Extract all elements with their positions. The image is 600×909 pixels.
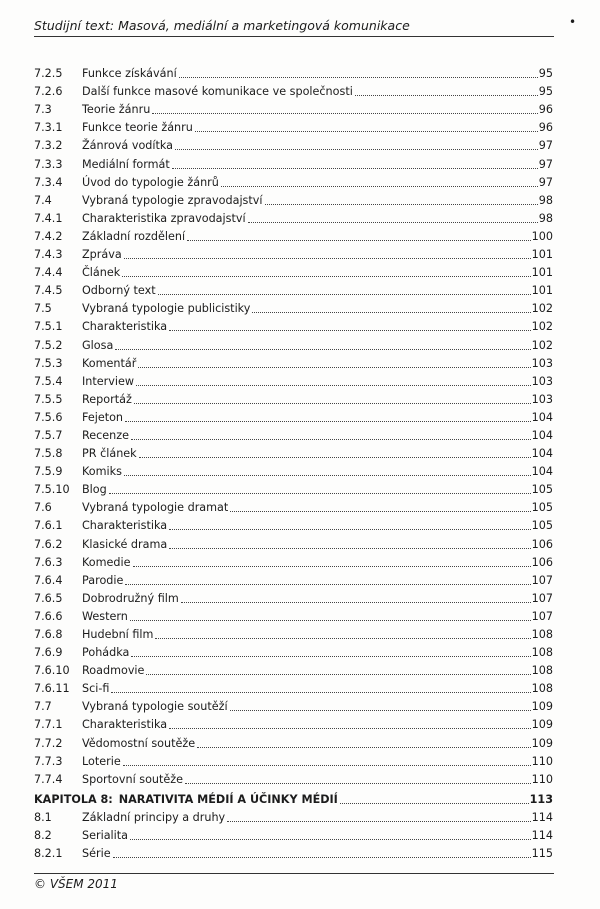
toc-section-number: 7.5.2 <box>34 338 63 352</box>
toc-dot-leader <box>134 403 531 404</box>
toc-dot-leader <box>130 620 531 621</box>
toc-section-title: Vybraná typologie soutěží <box>82 700 228 714</box>
toc-page-number: 109 <box>531 700 553 714</box>
toc-section-number: 7.5.6 <box>34 410 63 424</box>
toc-dot-leader <box>340 803 529 804</box>
toc-dot-leader <box>265 204 538 205</box>
toc-dot-leader <box>122 276 530 277</box>
toc-dot-leader <box>248 222 538 223</box>
toc-dot-leader <box>152 113 537 114</box>
toc-dot-leader <box>355 95 538 96</box>
toc-dot-leader <box>133 566 531 567</box>
toc-section-number: 7.6.2 <box>34 537 63 551</box>
toc-section-title: Odborný text <box>82 284 156 298</box>
toc-page-number: 102 <box>531 338 553 352</box>
footer-copyright: © VŠEM 2011 <box>34 877 118 891</box>
toc-row <box>34 117 553 135</box>
toc-page-number: 104 <box>531 465 553 479</box>
toc-row <box>34 751 553 769</box>
toc-page-number: 105 <box>531 519 553 533</box>
toc-dot-leader <box>172 168 538 169</box>
toc-page-number: 95 <box>538 85 553 99</box>
toc-page-number: 108 <box>531 682 553 696</box>
toc-section-title: Úvod do typologie žánrů <box>82 175 219 189</box>
toc-section-number: 7.5.10 <box>34 483 70 497</box>
toc-page-number: 102 <box>531 320 553 334</box>
toc-row <box>34 570 553 588</box>
toc-section-number: 7.6.8 <box>34 628 63 641</box>
toc-section-number: 7.5.1 <box>34 320 63 334</box>
toc-section-number: 7.7.2 <box>34 736 63 750</box>
toc-dot-leader <box>227 821 530 822</box>
toc-dot-leader <box>169 529 531 530</box>
toc-row <box>34 280 553 298</box>
toc-section-title: Sci-fi <box>82 682 110 696</box>
toc-section-number: 7.3 <box>34 103 52 117</box>
toc-section-title: Serialita <box>82 828 129 842</box>
toc-section-number: 7.4.3 <box>34 248 63 262</box>
toc-page-number: 114 <box>531 810 553 824</box>
toc-page-number: 115 <box>531 847 553 861</box>
header-dot-mark: • <box>569 15 577 29</box>
toc-row <box>34 371 553 389</box>
toc-row <box>34 353 553 371</box>
toc-row <box>34 298 553 316</box>
toc-section-title: PR článek <box>82 447 137 461</box>
toc-page-number: 103 <box>531 392 553 406</box>
toc-page-number: 106 <box>531 537 553 551</box>
toc-section-title: Sportovní soutěže <box>82 772 184 786</box>
toc-section-number: 7.6.9 <box>34 646 63 660</box>
toc-page-number: 96 <box>538 121 553 135</box>
toc-section-title: Další funkce masové komunikace ve společnosti <box>82 85 353 99</box>
toc-row <box>34 588 553 606</box>
toc-section-title: Glosa <box>82 338 114 352</box>
toc-section-title: Vybraná typologie publicistiky <box>82 302 251 316</box>
toc-section-title: Fejeton <box>82 410 124 424</box>
toc-page-number: 104 <box>531 447 553 461</box>
toc-section-title: Blog <box>82 483 107 497</box>
toc-section-number: 7.3.1 <box>34 121 63 135</box>
toc-dot-leader <box>175 149 538 150</box>
toc-section-title: Charakteristika <box>82 320 168 334</box>
toc-dot-leader <box>169 548 530 549</box>
toc-page-number: 108 <box>531 664 553 678</box>
toc-section-number: 7.3.4 <box>34 175 63 189</box>
toc-section-title: Loterie <box>82 754 121 768</box>
toc-dot-leader <box>115 349 530 350</box>
toc-page-number: 109 <box>531 718 553 732</box>
toc-section-title: Funkce získávání <box>82 67 177 81</box>
toc-dot-leader <box>158 294 531 295</box>
toc-section-title: Vybraná typologie zpravodajství <box>82 193 263 207</box>
toc-row <box>34 678 553 696</box>
toc-row <box>34 732 553 750</box>
toc-section-title: Článek <box>82 266 121 280</box>
toc-section-title: Charakteristika <box>82 718 168 732</box>
toc-row <box>34 172 553 190</box>
toc-dot-leader <box>111 692 530 693</box>
toc-section-title: Vědomostní soutěže <box>82 736 196 750</box>
toc-section-number: 7.3.3 <box>34 157 63 171</box>
toc-row <box>34 807 553 825</box>
toc-dot-leader <box>125 584 530 585</box>
footer-rule <box>34 873 554 874</box>
toc-section-number: KAPITOLA 8: <box>34 792 113 806</box>
toc-section-title: Interview <box>82 374 135 388</box>
toc-section-number: 7.6.4 <box>34 573 63 587</box>
toc-row <box>34 533 553 551</box>
toc-section-title: Klasické drama <box>82 537 168 551</box>
toc-dot-leader <box>169 728 531 729</box>
toc-row <box>34 99 553 117</box>
toc-section-number: 7.5.4 <box>34 374 63 388</box>
toc-page-number: 104 <box>531 428 553 442</box>
toc-row <box>34 515 553 533</box>
toc-row <box>34 262 553 280</box>
toc-page-number: 106 <box>531 555 553 569</box>
toc-section-number: 8.2.1 <box>34 847 63 861</box>
toc-page-number: 107 <box>531 609 553 623</box>
toc-section-title: Western <box>82 609 128 623</box>
toc-dot-leader <box>124 475 531 476</box>
toc-row <box>34 479 553 497</box>
toc-row <box>34 843 553 861</box>
toc-dot-leader <box>113 857 531 858</box>
toc-row <box>34 153 553 171</box>
toc-section-number: 7.6 <box>34 501 52 515</box>
toc-page-number: 98 <box>538 193 553 207</box>
toc-section-number: 8.1 <box>34 810 52 824</box>
toc-page-number: 96 <box>538 103 553 117</box>
toc-dot-leader <box>131 439 531 440</box>
toc-chapter-row <box>34 787 553 807</box>
toc-section-number: 7.4.2 <box>34 229 63 243</box>
toc-section-title: Základní principy a druhy <box>82 810 226 824</box>
toc-section-number: 7.6.3 <box>34 555 63 569</box>
toc-page-number: 103 <box>531 374 553 388</box>
toc-dot-leader <box>230 511 530 512</box>
toc-section-title: Žánrová vodítka <box>82 139 174 153</box>
toc-section-title: Reportáž <box>82 392 132 406</box>
toc-row <box>34 461 553 479</box>
toc-section-number: 7.4.5 <box>34 284 63 298</box>
toc-section-title: Komentář <box>82 356 137 370</box>
toc-dot-leader <box>130 839 531 840</box>
toc-section-number: 7.4.1 <box>34 211 63 225</box>
toc-section-title: Komiks <box>82 465 122 479</box>
toc-dot-leader <box>195 131 538 132</box>
toc-section-number: 7.7 <box>34 700 52 714</box>
toc-row <box>34 497 553 515</box>
toc-dot-leader <box>169 330 531 331</box>
toc-section-number: 7.6.6 <box>34 609 63 623</box>
toc-section-title: Série <box>82 847 111 861</box>
toc-page-number: 107 <box>531 591 553 605</box>
toc-section-number: 7.5.5 <box>34 392 63 406</box>
toc-dot-leader <box>187 240 531 241</box>
toc-row <box>34 825 553 843</box>
toc-page-number: 98 <box>538 211 553 225</box>
toc-section-title: Mediální formát <box>82 157 170 171</box>
toc-section-number: 7.5 <box>34 302 52 316</box>
toc-page-number: 101 <box>531 284 553 298</box>
toc-page-number: 101 <box>531 266 553 280</box>
toc-dot-leader <box>155 638 530 639</box>
toc-section-number: 7.5.8 <box>34 447 63 461</box>
toc-page-number: 108 <box>531 628 553 641</box>
toc-row <box>34 334 553 352</box>
toc-dot-leader <box>221 186 538 187</box>
toc-page-number: 105 <box>531 501 553 515</box>
toc-page-number: 108 <box>531 646 553 660</box>
toc-section-title: Roadmovie <box>82 664 145 678</box>
toc-page-number: 104 <box>531 410 553 424</box>
toc-section-title: Vybraná typologie dramat <box>82 501 229 515</box>
toc-section-number: 7.7.3 <box>34 754 63 768</box>
toc-section-number: 7.4 <box>34 193 52 207</box>
toc-row <box>34 244 553 262</box>
toc-section-title: Pohádka <box>82 646 130 660</box>
toc-section-title: Recenze <box>82 428 130 442</box>
toc-page-number: 113 <box>529 792 553 806</box>
toc-row <box>34 606 553 624</box>
toc-row <box>34 552 553 570</box>
toc-row <box>34 190 553 208</box>
toc-section-number: 7.7.4 <box>34 772 63 786</box>
toc-row <box>34 660 553 678</box>
toc-dot-leader <box>197 747 531 748</box>
toc-dot-leader <box>131 656 530 657</box>
toc-row <box>34 443 553 461</box>
toc-section-number: 7.2.5 <box>34 67 63 81</box>
toc-dot-leader <box>124 258 531 259</box>
toc-row <box>34 769 553 787</box>
toc-dot-leader <box>185 783 531 784</box>
toc-section-title: Komedie <box>82 555 131 569</box>
toc-section-number: 7.6.11 <box>34 682 70 696</box>
toc-section-title: Charakteristika zpravodajství <box>82 211 246 225</box>
toc-page-number: 101 <box>531 248 553 262</box>
toc-page-number: 114 <box>531 828 553 842</box>
toc-section-title: Hudební film <box>82 628 154 641</box>
toc-row <box>34 81 553 99</box>
running-header: Studijní text: Masová, mediální a marketingová komunikace <box>34 18 554 37</box>
toc-page-number: 109 <box>531 736 553 750</box>
toc-row <box>34 696 553 714</box>
toc-dot-leader <box>138 367 530 368</box>
toc-section-title: Zpráva <box>82 248 122 262</box>
toc-dot-leader <box>125 421 531 422</box>
table-of-contents <box>34 63 553 861</box>
toc-page-number: 110 <box>531 772 553 786</box>
toc-section-title: Funkce teorie žánru <box>82 121 193 135</box>
toc-page-number: 97 <box>538 157 553 171</box>
toc-dot-leader <box>136 385 531 386</box>
toc-section-title: Teorie žánru <box>82 103 151 117</box>
toc-section-title: Dobrodružný film <box>82 591 179 605</box>
toc-page-number: 105 <box>531 483 553 497</box>
toc-section-number: 7.5.3 <box>34 356 63 370</box>
toc-page-number: 103 <box>531 356 553 370</box>
toc-section-title: Parodie <box>82 573 124 587</box>
toc-row <box>34 425 553 443</box>
toc-dot-leader <box>123 765 531 766</box>
toc-section-number: 7.6.10 <box>34 664 70 678</box>
toc-page-number: 100 <box>531 229 553 243</box>
toc-section-number: 7.4.4 <box>34 266 63 280</box>
toc-dot-leader <box>230 710 531 711</box>
toc-section-number: 7.6.1 <box>34 519 63 533</box>
toc-page-number: 110 <box>531 754 553 768</box>
toc-row <box>34 714 553 732</box>
toc-section-title: Základní rozdělení <box>82 229 186 243</box>
toc-row <box>34 135 553 153</box>
toc-page-number: 102 <box>531 302 553 316</box>
toc-page-number: 97 <box>538 139 553 153</box>
toc-section-number: 8.2 <box>34 828 52 842</box>
toc-section-number: 7.3.2 <box>34 139 63 153</box>
toc-row <box>34 624 553 642</box>
toc-dot-leader <box>146 674 530 675</box>
toc-row <box>34 407 553 425</box>
toc-page-number: 107 <box>531 573 553 587</box>
toc-section-title: NARATIVITA MÉDIÍ A ÚČINKY MÉDIÍ <box>118 792 338 806</box>
toc-section-title: Charakteristika <box>82 519 168 533</box>
toc-section-number: 7.6.5 <box>34 591 63 605</box>
toc-section-number: 7.5.9 <box>34 465 63 479</box>
toc-row <box>34 389 553 407</box>
toc-row <box>34 226 553 244</box>
toc-dot-leader <box>179 77 538 78</box>
toc-row <box>34 316 553 334</box>
toc-dot-leader <box>139 457 531 458</box>
toc-page-number: 95 <box>538 67 553 81</box>
toc-dot-leader <box>252 312 530 313</box>
toc-row <box>34 208 553 226</box>
toc-section-number: 7.7.1 <box>34 718 63 732</box>
toc-dot-leader <box>109 493 531 494</box>
toc-section-number: 7.5.7 <box>34 428 63 442</box>
toc-row <box>34 63 553 81</box>
toc-section-number: 7.2.6 <box>34 85 63 99</box>
toc-row <box>34 642 553 660</box>
toc-dot-leader <box>181 602 531 603</box>
toc-page-number: 97 <box>538 175 553 189</box>
